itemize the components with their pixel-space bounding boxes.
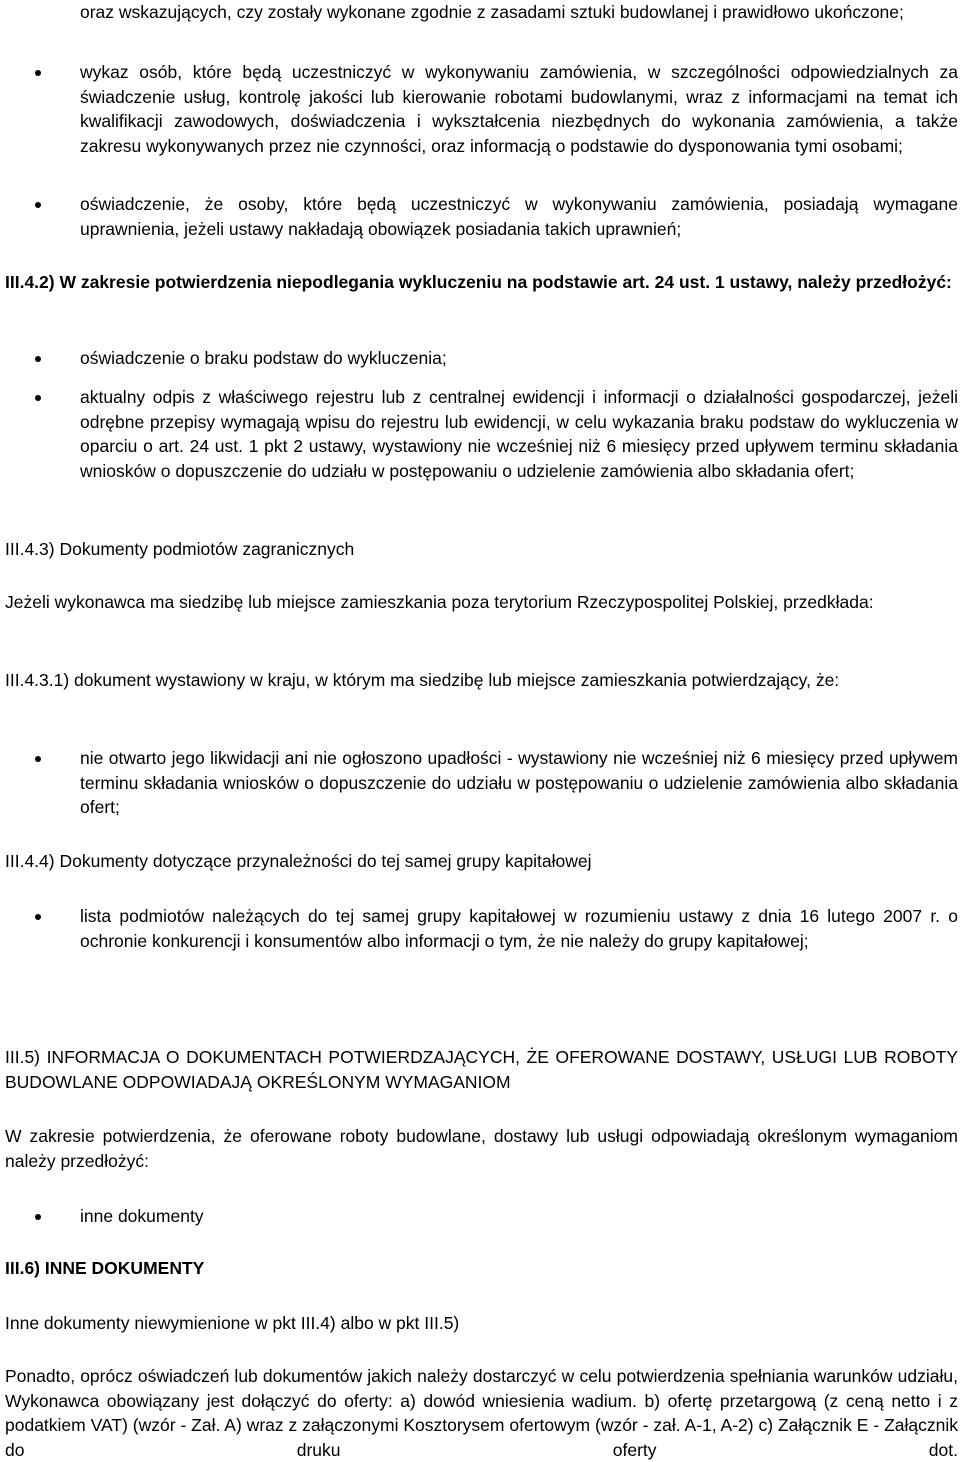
list-item: lista podmiotów należących do tej samej grupy kapitałowej w rozumieniu ustawy z dnia 16 lutego 2007 r. o ochronie konkurencji i konsumentów albo informacji o tym, że nie należy do grupy kapitałowej; — [80, 906, 958, 951]
section-heading-iii-5: III.5) INFORMACJA O DOKUMENTACH POTWIERDZAJĄCYCH, ŻE OFEROWANE DOSTAWY, USŁUGI LUB ROBOTY BUDOWLANE ODPOWIADAJĄ OKREŚLONYM WYMAGANIOM — [5, 1047, 958, 1092]
bullet-icon — [32, 353, 44, 365]
paragraph: III.4.3.1) dokument wystawiony w kraju, w którym ma siedzibę lub miejsce zamieszkania potwierdzający, że: — [5, 670, 840, 690]
paragraph: W zakresie potwierdzenia, że oferowane roboty budowlane, dostawy lub usługi odpowiadają określonym wymaganiom należy przedłożyć: — [5, 1126, 958, 1171]
section-heading-iii-4-3: III.4.3) Dokumenty podmiotów zagranicznych — [5, 539, 355, 559]
list-item: oświadczenie, że osoby, które będą uczestniczyć w wykonywaniu zamówienia, posiadają wymagane uprawnienia, jeżeli ustawy nakładają obowiązek posiadania takich uprawnień; — [80, 194, 958, 239]
bullet-icon — [32, 67, 44, 79]
paragraph: Jeżeli wykonawca ma siedzibę lub miejsce zamieszkania poza terytorium Rzeczypospolitej Polskiej, przedkłada: — [5, 592, 874, 612]
bullet-icon — [32, 1211, 44, 1223]
list-item: nie otwarto jego likwidacji ani nie ogłoszono upadłości - wystawiony nie wcześniej niż 6 miesięcy przed upływem terminu składania wniosków o dopuszczenie do udziału w postępowaniu o udzielenie zamówienia albo składania ofert; — [80, 748, 958, 817]
bullet-icon — [32, 199, 44, 211]
section-heading-iii-4-4: III.4.4) Dokumenty dotyczące przynależności do tej samej grupy kapitałowej — [5, 851, 592, 871]
list-item-continuation: oraz wskazujących, czy zostały wykonane zgodnie z zasadami sztuki budowlanej i prawidłowo ukończone; — [80, 2, 904, 22]
bullet-icon — [32, 911, 44, 923]
paragraph: Ponadto, oprócz oświadczeń lub dokumentów jakich należy dostarczyć w celu potwierdzenia spełniania warunków udziału, Wykonawca obowiązany jest dołączyć do oferty: a) dowód wniesienia wadium. b) ofertę przetargową (z ceną netto i z podatkiem VAT) (wzór - Zał. A) wraz z załączonymi Kosztorysem ofertowym (wzór - zał. A-1, A-2) c) Załącznik E - Załącznik do druku oferty dot. — [5, 1366, 958, 1460]
list-item: inne dokumenty — [80, 1206, 204, 1226]
list-item: aktualny odpis z właściwego rejestru lub z centralnej ewidencji i informacji o działalności gospodarczej, jeżeli odrębne przepisy wymagają wpisu do rejestru lub ewidencji, w celu wykazania braku podstaw do wykluczenia w oparciu o art. 24 ust. 1 pkt 2 ustawy, wystawiony nie wcześniej niż 6 miesięcy przed upływem terminu składania wniosków o dopuszczenie do udziału w postępowaniu o udzielenie zamówienia albo składania ofert; — [80, 387, 958, 481]
list-item: wykaz osób, które będą uczestniczyć w wykonywaniu zamówienia, w szczególności odpowiedzialnych za świadczenie usług, kontrolę jakości lub kierowanie robotami budowlanymi, wraz z informacjami na temat ich kwalifikacji zawodowych, doświadczenia i wykształcenia niezbędnych do wykonania zamówienia, a także zakresu wykonywanych przez nie czynności, oraz informacją o podstawie do dysponowania tymi osobami; — [80, 62, 958, 156]
bullet-icon — [32, 392, 44, 404]
paragraph: Inne dokumenty niewymienione w pkt III.4) albo w pkt III.5) — [5, 1313, 460, 1333]
section-heading-iii-4-2: III.4.2) W zakresie potwierdzenia niepodlegania wykluczeniu na podstawie art. 24 ust. 1 ustawy, należy przedłożyć: — [5, 272, 952, 292]
list-item: oświadczenie o braku podstaw do wykluczenia; — [80, 348, 447, 368]
bullet-icon — [32, 753, 44, 765]
section-heading-iii-6: III.6) INNE DOKUMENTY — [5, 1258, 205, 1278]
